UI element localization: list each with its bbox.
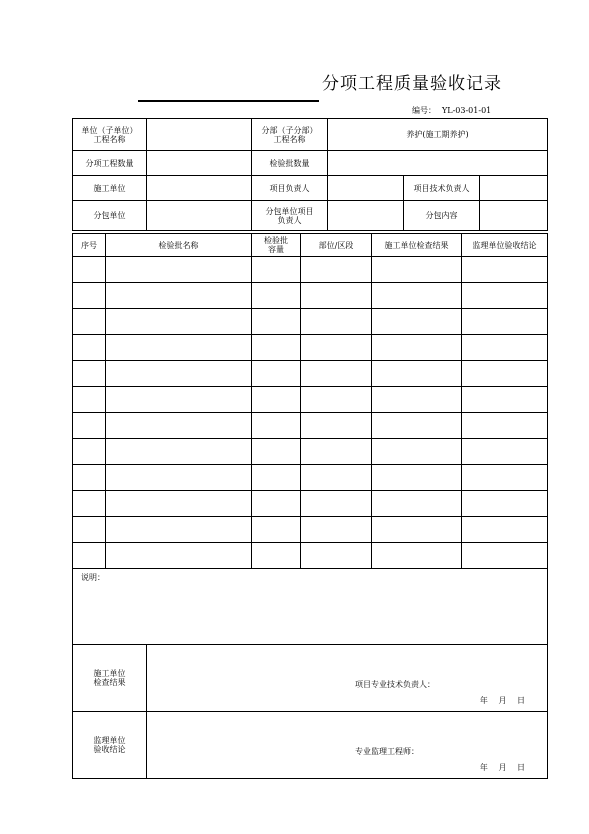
construction-unit-label: 施工单位 <box>73 176 147 201</box>
table-cell[interactable] <box>301 283 372 309</box>
column-header: 序号 <box>73 234 106 257</box>
table-row <box>73 543 548 569</box>
table-cell[interactable] <box>106 413 252 439</box>
column-header: 检验批 容量 <box>252 234 301 257</box>
supervision-check-label: 监理单位 验收结论 <box>73 712 147 779</box>
title-underline <box>138 100 319 102</box>
table-cell[interactable] <box>462 491 548 517</box>
table-cell[interactable] <box>106 257 252 283</box>
column-header: 施工单位检查结果 <box>372 234 462 257</box>
construction-check-label: 施工单位 检查结果 <box>73 645 147 712</box>
table-cell[interactable] <box>106 439 252 465</box>
table-cell[interactable] <box>462 361 548 387</box>
construction-check-field[interactable] <box>147 645 548 712</box>
project-manager-field[interactable] <box>328 176 404 201</box>
table-cell[interactable] <box>106 335 252 361</box>
table-cell[interactable] <box>301 361 372 387</box>
table-row <box>73 387 548 413</box>
sub-project-label: 分部（子分部） 工程名称 <box>252 119 328 151</box>
table-cell[interactable] <box>252 439 301 465</box>
table-cell[interactable] <box>372 283 462 309</box>
table-row <box>73 413 548 439</box>
table-cell[interactable] <box>301 413 372 439</box>
table-cell[interactable] <box>106 309 252 335</box>
page-title: 分项工程质量验收记录 <box>322 74 502 94</box>
table-cell[interactable] <box>372 335 462 361</box>
table-cell[interactable] <box>73 257 106 283</box>
table-cell[interactable] <box>106 361 252 387</box>
table-cell[interactable] <box>372 309 462 335</box>
table-cell[interactable] <box>462 465 548 491</box>
sub-project-value[interactable]: 养护(施工期养护) <box>328 119 548 151</box>
table-cell[interactable] <box>73 465 106 491</box>
subcontract-manager-label: 分包单位项目 负责人 <box>252 201 328 231</box>
table-cell[interactable] <box>462 257 548 283</box>
table-cell[interactable] <box>73 439 106 465</box>
notes-field[interactable] <box>73 569 548 645</box>
table-cell[interactable] <box>372 517 462 543</box>
table-cell[interactable] <box>301 439 372 465</box>
table-cell[interactable] <box>252 257 301 283</box>
table-cell[interactable] <box>106 283 252 309</box>
table-row <box>73 309 548 335</box>
table-cell[interactable] <box>252 491 301 517</box>
table-cell[interactable] <box>73 335 106 361</box>
table-cell[interactable] <box>462 283 548 309</box>
batch-count-field[interactable] <box>328 151 548 176</box>
table-cell[interactable] <box>301 491 372 517</box>
table-cell[interactable] <box>462 517 548 543</box>
table-cell[interactable] <box>252 309 301 335</box>
table-cell[interactable] <box>372 439 462 465</box>
table-cell[interactable] <box>73 387 106 413</box>
table-cell[interactable] <box>106 517 252 543</box>
table-row <box>73 439 548 465</box>
table-cell[interactable] <box>73 283 106 309</box>
subcontract-manager-field[interactable] <box>328 201 404 231</box>
table-cell[interactable] <box>106 387 252 413</box>
table-cell[interactable] <box>73 491 106 517</box>
table-cell[interactable] <box>106 465 252 491</box>
table-cell[interactable] <box>73 517 106 543</box>
project-info-table <box>72 118 548 231</box>
table-cell[interactable] <box>73 413 106 439</box>
subcontract-unit-label: 分包单位 <box>73 201 147 231</box>
table-cell[interactable] <box>73 361 106 387</box>
table-cell[interactable] <box>301 465 372 491</box>
supervision-signer-label: 专业监理工程师： <box>355 747 419 756</box>
unit-project-field[interactable] <box>147 119 252 151</box>
construction-unit-field[interactable] <box>147 176 252 201</box>
column-header: 监理单位验收结论 <box>462 234 548 257</box>
table-cell[interactable] <box>372 465 462 491</box>
table-cell[interactable] <box>106 543 252 569</box>
table-cell[interactable] <box>301 309 372 335</box>
item-count-field[interactable] <box>147 151 252 176</box>
project-manager-label: 项目负责人 <box>252 176 328 201</box>
table-cell[interactable] <box>301 543 372 569</box>
unit-project-label: 单位（子单位） 工程名称 <box>73 119 147 151</box>
table-cell[interactable] <box>301 257 372 283</box>
table-cell[interactable] <box>462 335 548 361</box>
table-cell[interactable] <box>372 257 462 283</box>
column-header: 检验批名称 <box>106 234 252 257</box>
table-cell[interactable] <box>252 517 301 543</box>
table-row <box>73 465 548 491</box>
table-cell[interactable] <box>252 361 301 387</box>
construction-signer-label: 项目专业技术负责人： <box>355 680 435 689</box>
record-code-label: 编号： <box>412 106 436 115</box>
table-cell[interactable] <box>73 309 106 335</box>
inspection-batch-table <box>72 233 548 569</box>
subcontract-unit-field[interactable] <box>147 201 252 231</box>
subcontract-content-field[interactable] <box>480 201 548 231</box>
record-code <box>412 105 497 116</box>
table-cell[interactable] <box>462 439 548 465</box>
table-cell[interactable] <box>372 543 462 569</box>
tech-manager-field[interactable] <box>480 176 548 201</box>
supervision-check-field[interactable] <box>147 712 548 779</box>
table-cell[interactable] <box>252 465 301 491</box>
table-cell[interactable] <box>252 283 301 309</box>
table-cell[interactable] <box>372 361 462 387</box>
table-cell[interactable] <box>73 543 106 569</box>
notes-label: 说明： <box>81 573 105 582</box>
table-cell[interactable] <box>462 413 548 439</box>
table-cell[interactable] <box>372 491 462 517</box>
table-row <box>73 491 548 517</box>
tech-manager-label: 项目技术负责人 <box>404 176 480 201</box>
supervision-date-label: 年 月 日 <box>479 763 525 772</box>
table-row <box>73 517 548 543</box>
table-row <box>73 335 548 361</box>
table-row <box>73 361 548 387</box>
table-cell[interactable] <box>252 543 301 569</box>
batch-count-label: 检验批数量 <box>252 151 328 176</box>
table-cell[interactable] <box>462 309 548 335</box>
acceptance-table <box>72 568 548 779</box>
table-cell[interactable] <box>462 543 548 569</box>
column-header: 部位/区段 <box>301 234 372 257</box>
subcontract-content-label: 分包内容 <box>404 201 480 231</box>
table-row <box>73 283 548 309</box>
table-cell[interactable] <box>252 335 301 361</box>
table-cell[interactable] <box>252 413 301 439</box>
table-cell[interactable] <box>301 335 372 361</box>
table-row <box>73 257 548 283</box>
table-cell[interactable] <box>462 387 548 413</box>
table-cell[interactable] <box>301 517 372 543</box>
construction-date-label: 年 月 日 <box>479 696 525 705</box>
record-code-value: YL-03-01-01 <box>442 106 492 115</box>
table-cell[interactable] <box>106 491 252 517</box>
table-cell[interactable] <box>301 387 372 413</box>
table-cell[interactable] <box>372 387 462 413</box>
table-cell[interactable] <box>252 387 301 413</box>
table-header-row <box>73 234 548 257</box>
item-count-label: 分项工程数量 <box>73 151 147 176</box>
table-cell[interactable] <box>372 413 462 439</box>
